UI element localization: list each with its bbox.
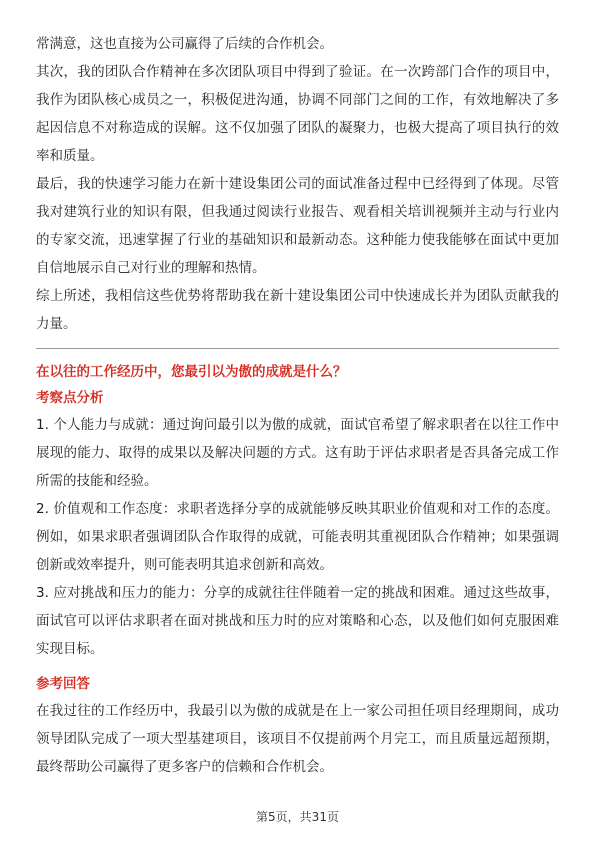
answer-heading: 参考回答 bbox=[36, 676, 90, 692]
analysis-point-2: 2. 价值观和工作态度：求职者选择分享的成就能够反映其职业价值观和对工作的态度。例如，如果求职者强调团队合作取得的成就，可能表明其重视团队合作精神；如果强调创新或效率提升，则可能表明其追求创新和高效。 bbox=[36, 501, 559, 573]
section-divider bbox=[36, 348, 559, 349]
answer-paragraph: 在我过往的工作经历中，我最引以为傲的成就是在上一家公司担任项目经理期间，成功领导团队完成了一项大型基建项目，该项目不仅提前两个月完工，而且质量远超预期，最终帮助公司赢得了更多客户的信赖和合作机会。 bbox=[36, 703, 559, 775]
analysis-point-3: 3. 应对挑战和压力的能力：分享的成就往往伴随着一定的挑战和困难。通过这些故事，面试官可以评估求职者在面对挑战和压力时的应对策略和心态，以及他们如何克服困难实现目标。 bbox=[36, 585, 559, 657]
analysis-heading: 考察点分析 bbox=[36, 390, 104, 406]
document-body bbox=[36, 30, 559, 781]
intro-paragraph-4: 综上所述，我相信这些优势将帮助我在新十建设集团公司中快速成长并为团队贡献我的力量。 bbox=[36, 288, 559, 332]
interview-question: 在以往的工作经历中，您最引以为傲的成就是什么？ bbox=[36, 364, 347, 380]
intro-paragraph-1: 常满意，这也直接为公司赢得了后续的合作机会。 bbox=[36, 36, 333, 52]
intro-paragraph-3: 最后，我的快速学习能力在新十建设集团公司的面试准备过程中已经得到了体现。尽管我对建筑行业的知识有限，但我通过阅读行业报告、观看相关培训视频并主动与行业内的专家交流，迅速掌握了行业的基础知识和最新动态。这种能力使我能够在面试中更加自信地展示自己对行业的理解和热情。 bbox=[36, 176, 559, 276]
page-number: 第5页，共31页 bbox=[256, 810, 339, 824]
intro-paragraph-2: 其次，我的团队合作精神在多次团队项目中得到了验证。在一次跨部门合作的项目中，我作为团队核心成员之一，积极促进沟通，协调不同部门之间的工作，有效地解决了多起因信息不对称造成的误解。这不仅加强了团队的凝聚力，也极大提高了项目执行的效率和质量。 bbox=[36, 64, 559, 164]
analysis-point-1: 1. 个人能力与成就：通过询问最引以为傲的成就，面试官希望了解求职者在以往工作中展现的能力、取得的成果以及解决问题的方式。这有助于评估求职者是否具备完成工作所需的技能和经验。 bbox=[36, 417, 559, 489]
